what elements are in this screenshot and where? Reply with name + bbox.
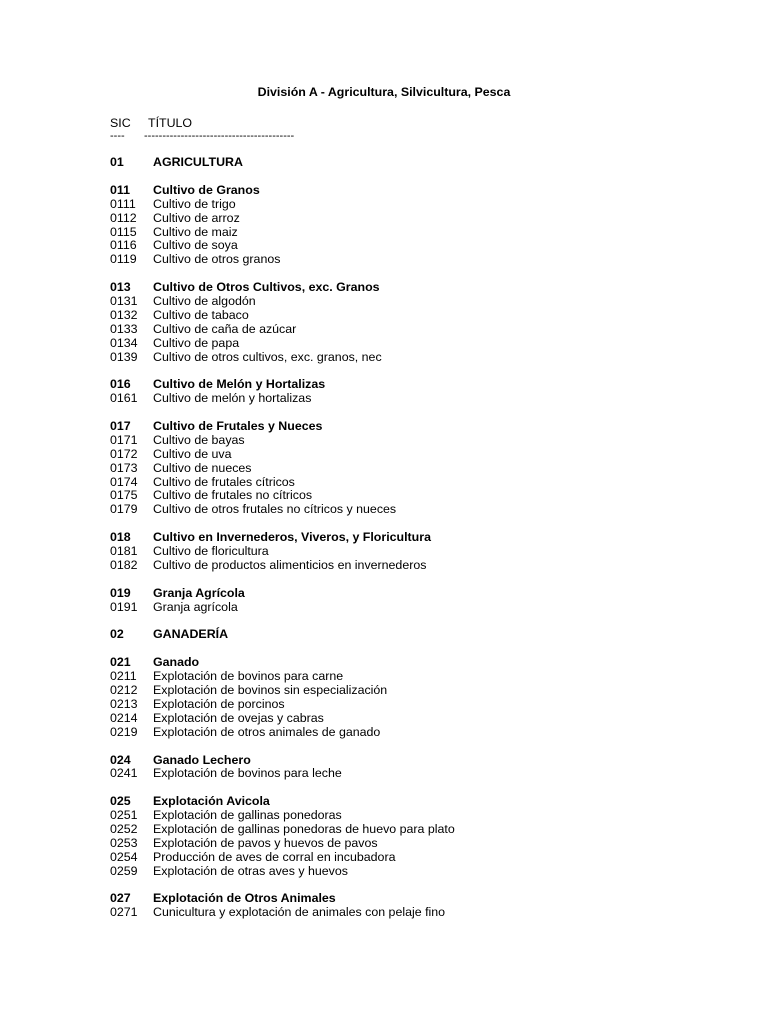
list-item-label: Cultivo de tabaco: [153, 307, 249, 322]
group-heading-code: 011: [110, 182, 130, 197]
list-item: [110, 712, 710, 726]
list-item: [110, 476, 710, 490]
group-heading-code: 019: [110, 585, 131, 600]
list-item-code: 0252: [110, 821, 138, 836]
list-item-code: 0115: [110, 224, 137, 239]
list-item-label: Cultivo de papa: [153, 335, 240, 350]
group-heading: [110, 378, 710, 392]
spacer: [110, 364, 710, 378]
group-heading-label: Ganado: [153, 655, 200, 670]
sic-code-list: [110, 156, 710, 920]
list-item-code: 0174: [110, 474, 138, 489]
group-heading-label: Explotación Avicola: [153, 794, 270, 809]
list-item-label: Cultivo de nueces: [153, 460, 252, 475]
column-header-row: [110, 116, 710, 131]
spacer: [110, 642, 710, 656]
spacer: [110, 740, 710, 754]
list-item-code: 0271: [110, 905, 138, 920]
list-item: [110, 670, 710, 684]
list-item: [110, 239, 710, 253]
list-item-label: Cultivo de algodón: [153, 294, 256, 309]
list-item: [110, 851, 710, 865]
list-item-label: Cultivo de otros granos: [153, 252, 281, 267]
document-title: División A - Agricultura, Silvicultura, Pesca: [257, 85, 511, 99]
spacer: [110, 517, 710, 531]
division-heading-label: GANADERÍA: [153, 627, 229, 642]
group-heading-code: 021: [110, 655, 131, 670]
list-item-label: Explotación de porcinos: [153, 696, 285, 711]
sic-header-dashes: ----: [110, 130, 125, 142]
list-item-code: 0161: [110, 391, 138, 406]
group-heading-code: 025: [110, 794, 131, 809]
spacer: [110, 170, 710, 184]
list-item: [110, 837, 710, 851]
group-heading-label: Cultivo de Otros Cultivos, exc. Granos: [153, 280, 380, 295]
list-item-label: Cultivo de maiz: [153, 224, 238, 239]
list-item-code: 0134: [110, 335, 138, 350]
list-item-code: 0112: [110, 210, 137, 225]
group-heading: [110, 184, 710, 198]
division-heading-label: AGRICULTURA: [153, 155, 243, 169]
group-heading: [110, 795, 710, 809]
list-item-label: Explotación de bovinos para carne: [153, 669, 344, 684]
list-item-label: Cultivo de soya: [153, 238, 238, 253]
list-item-label: Cultivo de caña de azúcar: [153, 321, 297, 336]
list-item-label: Cultivo de bayas: [153, 432, 245, 447]
spacer: [110, 573, 710, 587]
list-item-code: 0212: [110, 683, 138, 698]
list-item: [110, 684, 710, 698]
list-item-label: Cultivo de productos alimenticios en invernederos: [153, 557, 427, 572]
list-item: [110, 253, 710, 267]
list-item-label: Explotación de gallinas ponedoras: [153, 808, 342, 823]
list-item-label: Cultivo de frutales no cítricos: [153, 488, 313, 503]
group-heading-code: 024: [110, 752, 131, 767]
list-item-code: 0133: [110, 321, 138, 336]
group-heading-code: 013: [110, 280, 131, 295]
list-item: [110, 226, 710, 240]
list-item-code: 0132: [110, 307, 138, 322]
list-item-label: Explotación de otros animales de ganado: [153, 724, 381, 739]
list-item-label: Cunicultura y explotación de animales con pelaje fino: [153, 905, 446, 920]
list-item: [110, 337, 710, 351]
list-item-code: 0181: [110, 544, 138, 559]
division-heading-code: 01: [110, 155, 124, 169]
list-item: [110, 448, 710, 462]
list-item: [110, 906, 710, 920]
list-item-code: 0116: [110, 238, 137, 253]
group-heading-code: 018: [110, 530, 131, 545]
division-heading: [110, 156, 710, 170]
group-heading-label: Ganado Lechero: [153, 752, 251, 767]
list-item-code: 0219: [110, 724, 138, 739]
group-heading-label: Cultivo en Invernederos, Viveros, y Floricultura: [153, 530, 431, 545]
group-heading-label: Cultivo de Granos: [153, 182, 260, 197]
list-item-code: 0182: [110, 557, 138, 572]
sic-column-header: SIC: [110, 116, 131, 130]
list-item-label: Cultivo de frutales cítricos: [153, 474, 295, 489]
list-item-label: Explotación de bovinos sin especialización: [153, 683, 388, 698]
list-item: [110, 295, 710, 309]
list-item-code: 0191: [110, 599, 138, 614]
list-item-label: Cultivo de arroz: [153, 210, 240, 225]
list-item: [110, 726, 710, 740]
list-item: [110, 503, 710, 517]
spacer: [110, 781, 710, 795]
list-item-label: Cultivo de otros cultivos, exc. granos, nec: [153, 349, 382, 364]
list-item-code: 0139: [110, 349, 138, 364]
list-item: [110, 392, 710, 406]
list-item: [110, 323, 710, 337]
list-item: [110, 823, 710, 837]
list-item: [110, 865, 710, 879]
column-header-underline: [110, 130, 710, 142]
list-item: [110, 767, 710, 781]
list-item-code: 0254: [110, 849, 138, 864]
group-heading-label: Cultivo de Melón y Hortalizas: [153, 377, 326, 392]
list-item: [110, 351, 710, 365]
group-heading: [110, 892, 710, 906]
group-heading-code: 017: [110, 419, 131, 434]
spacer: [110, 267, 710, 281]
list-item-code: 0173: [110, 460, 138, 475]
spacer: [110, 406, 710, 420]
group-heading: [110, 531, 710, 545]
list-item-code: 0171: [110, 432, 138, 447]
list-item-code: 0213: [110, 696, 138, 711]
group-heading-code: 027: [110, 891, 131, 906]
title-header-dashes: -----------------------------------------: [144, 130, 295, 142]
list-item: [110, 462, 710, 476]
list-item: [110, 434, 710, 448]
list-item: [110, 601, 710, 615]
group-heading: [110, 420, 710, 434]
list-item-code: 0241: [110, 766, 138, 781]
group-heading-label: Explotación de Otros Animales: [153, 891, 336, 906]
list-item-label: Cultivo de floricultura: [153, 544, 269, 559]
list-item: [110, 545, 710, 559]
list-item-label: Granja agrícola: [153, 599, 238, 614]
list-item-code: 0175: [110, 488, 138, 503]
list-item-code: 0179: [110, 502, 138, 517]
list-item-label: Cultivo de otros frutales no cítricos y nueces: [153, 502, 397, 517]
group-heading: [110, 754, 710, 768]
list-item-label: Explotación de pavos y huevos de pavos: [153, 835, 378, 850]
list-item-label: Explotación de otras aves y huevos: [153, 863, 348, 878]
list-item: [110, 212, 710, 226]
group-heading-code: 016: [110, 377, 131, 392]
list-item-label: Cultivo de trigo: [153, 196, 236, 211]
list-item-label: Explotación de bovinos para leche: [153, 766, 342, 781]
list-item-code: 0214: [110, 710, 138, 725]
list-item-code: 0211: [110, 669, 137, 684]
list-item-label: Producción de aves de corral en incubadora: [153, 849, 396, 864]
list-item: [110, 309, 710, 323]
division-heading-code: 02: [110, 627, 124, 642]
list-item: [110, 489, 710, 503]
list-item-code: 0172: [110, 446, 138, 461]
spacer: [110, 879, 710, 893]
division-heading: [110, 628, 710, 642]
list-item-code: 0253: [110, 835, 138, 850]
list-item-label: Explotación de ovejas y cabras: [153, 710, 324, 725]
group-heading: [110, 587, 710, 601]
group-heading-label: Granja Agrícola: [153, 585, 245, 600]
list-item-code: 0119: [110, 252, 137, 267]
group-heading-label: Cultivo de Frutales y Nueces: [153, 419, 323, 434]
list-item-label: Cultivo de melón y hortalizas: [153, 391, 312, 406]
list-item-code: 0131: [110, 294, 138, 309]
list-item: [110, 698, 710, 712]
list-item: [110, 559, 710, 573]
list-item: [110, 198, 710, 212]
list-item-code: 0251: [110, 808, 138, 823]
group-heading: [110, 656, 710, 670]
list-item-label: Cultivo de uva: [153, 446, 232, 461]
list-item-code: 0259: [110, 863, 138, 878]
group-heading: [110, 281, 710, 295]
list-item-label: Explotación de gallinas ponedoras de huevo para plato: [153, 821, 455, 836]
list-item: [110, 809, 710, 823]
title-column-header: TÍTULO: [148, 116, 193, 130]
list-item-code: 0111: [110, 196, 136, 211]
